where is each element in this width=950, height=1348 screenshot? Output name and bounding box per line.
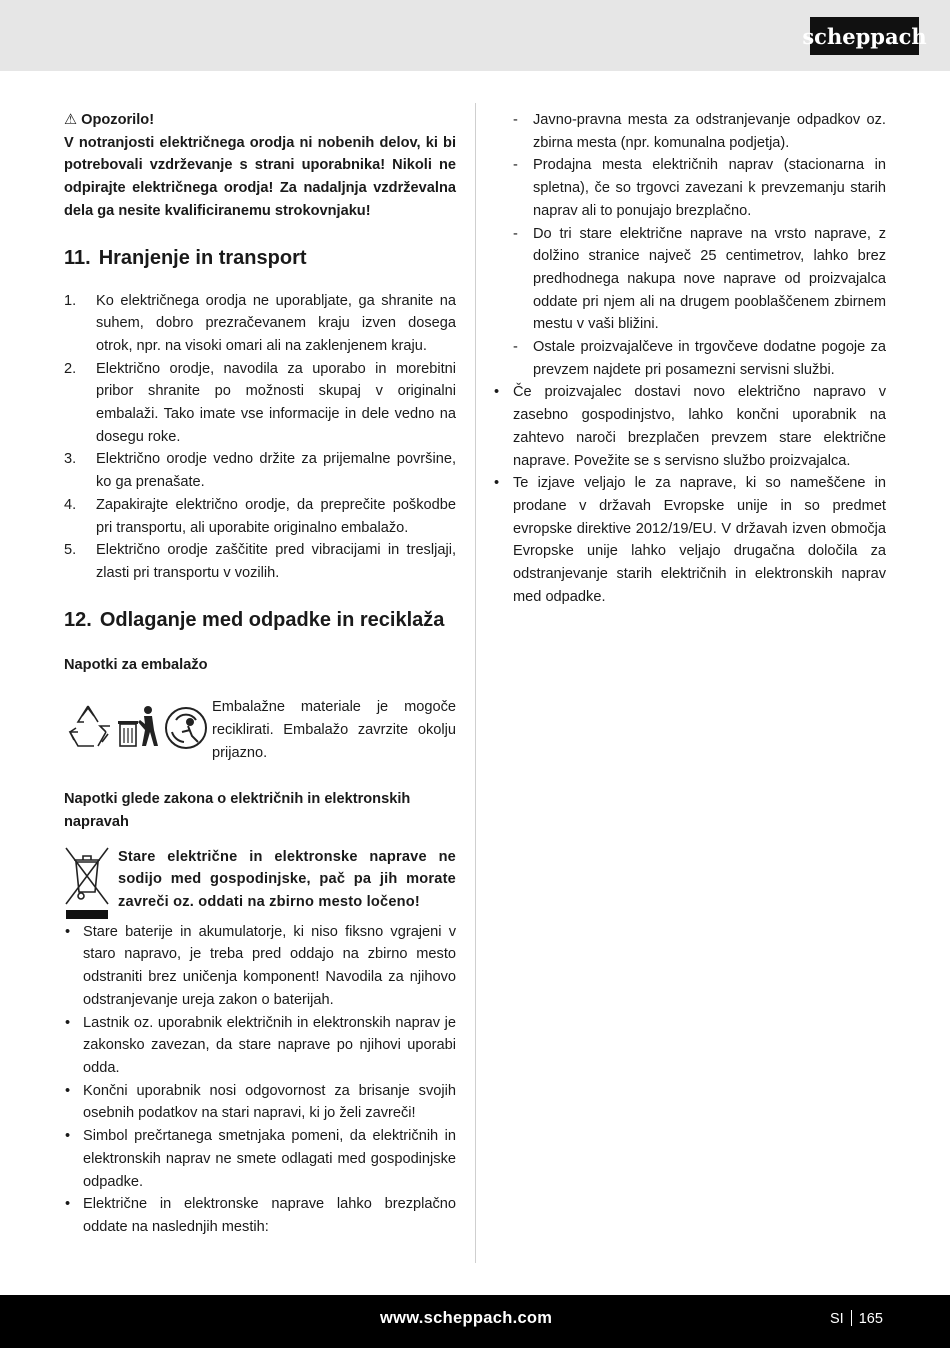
list-item: • Lastnik oz. uporabnik električnih in elektronskih naprav je zakonsko zavezan, da stare naprave po njihovi uporabi odda. (65, 1014, 456, 1076)
item-number: 3. (64, 451, 77, 468)
warning-triangle-icon: ⚠ (64, 112, 78, 128)
item-text: Prodajna mesta električnih naprav (stacionarna in spletna), če so trgovci zavezani k prevzemanju starih naprav ali to ponujajo brezplačno. (533, 157, 886, 219)
item-number: 5. (64, 542, 77, 559)
list-item: • Električne in elektronske naprave lahko brezplačno oddate na naslednjih mestih: (65, 1196, 456, 1235)
warning-block (64, 109, 456, 223)
list-item (64, 539, 456, 584)
recycle-circle-icon (166, 708, 206, 748)
trash-bin-person-icon (118, 706, 158, 746)
weee-heading: Napotki glede zakona o električnih in elektronskih napravah (64, 791, 411, 831)
section-12-title: Odlaganje med odpadke in reciklaža (99, 608, 445, 631)
page-separator (851, 1310, 852, 1326)
warning-text: V notranjosti električnega orodja ni nobenih delov, ki bi potrebovali vzdrževanje s strani uporabnika! Nikoli ne odpirajte električnega orodja! Za nadaljnja vzdrževalna dela ga nesite kvalificiranemu strokovnjaku! (64, 134, 456, 219)
website-link[interactable]: www.scheppach.com (380, 1309, 553, 1327)
item-text: Električno orodje vedno držite za prijemalne površine, ko ga prenašate. (96, 451, 456, 491)
list-item: • Stare baterije in akumulatorje, ki niso fiksno vgrajeni v staro napravo, je treba pred oddajo na zbirno mesto odstraniti brez uničenja komponent! Navodila za njihovo odstranjevanje ureja zakon o baterijah. (65, 923, 456, 1008)
item-text: Simbol prečrtanega smetnjaka pomeni, da električnih in elektronskih naprav ne smete odlagati med gospodinjske odpadke. (83, 1128, 456, 1190)
storage-list (64, 290, 456, 585)
item-text: Električno orodje zaščitite pred vibracijami in tresljaji, zlasti pri transportu v vozilih. (96, 542, 456, 581)
item-text: Električno orodje, navodila za uporabo in morebitni pribor shranite po možnosti skupaj v originalni embalaži. Tako imate vse informacije in dele vedno na dosegu roke. (96, 360, 456, 445)
scheppach-logo: scheppach (810, 17, 919, 55)
page-number (830, 1310, 883, 1327)
footer-bar (0, 1295, 950, 1348)
list-item (64, 494, 456, 539)
list-item: • Simbol prečrtanega smetnjaka pomeni, da električnih in elektronskih naprav ne smete odlagati med gospodinjske odpadke. (65, 1128, 456, 1190)
item-text: Električne in elektronske naprave lahko brezplačno oddate na naslednjih mestih: (83, 1196, 456, 1235)
item-number: 2. (64, 360, 77, 377)
language-code: SI (830, 1311, 844, 1327)
list-item: • Končni uporabnik nosi odgovornost za brisanje svojih osebnih podatkov na stari napravi, ki jo želi zavreči! (65, 1082, 456, 1122)
list-item: - Javno-pravna mesta za odstranjevanje odpadkov oz. zbirna mesta (npr. komunalna podjetja). (513, 112, 886, 151)
collection-points-list (492, 109, 886, 381)
list-item: - Prodajna mesta električnih naprav (stacionarna in spletna), če so trgovci zavezani k prevzemanju starih naprav ali to ponujajo brezplačno. (513, 157, 886, 219)
page-number-value: 165 (858, 1311, 883, 1327)
weee-statement: Stare električne in elektronske naprave ne sodijo med gospodinjske, pač pa jih morate zavreči oz. oddati na zbirno mesto ločeno! (118, 848, 456, 911)
section-11-number: 11. (64, 246, 91, 269)
item-text: Te izjave veljajo le za naprave, ki so nameščene in prodane v državah Evropske unije in so predmet evropske direktive 2012/19/EU. V državah izven območja Evropske unije lahko veljajo drugačna določila za odstranjevanje starih električnih in elektronskih naprav med odpadke. (513, 475, 886, 605)
item-text: Ostale proizvajalčeve in trgovčeve dodatne pogoje za prevzem najdete pri posamezni servisni službi. (533, 339, 886, 378)
list-item: - Ostale proizvajalčeve in trgovčeve dodatne pogoje za prevzem najdete pri posamezni servisni službi. (513, 339, 886, 378)
list-item: • Te izjave veljajo le za naprave, ki so nameščene in prodane v državah Evropske unije in so predmet evropske direktive 2012/19/EU. V državah izven območja Evropske unije lahko veljajo drugačna določila za odstranjevanje starih električnih in elektronskih naprav med odpadke. (494, 475, 886, 605)
item-text: Javno-pravna mesta za odstranjevanje odpadkov oz. zbirna mesta (npr. komunalna podjetja). (533, 112, 886, 151)
weee-row (64, 846, 456, 921)
item-text: Lastnik oz. uporabnik električnih in elektronskih naprav je zakonsko zavezan, da stare naprave po njihovi uporabi odda. (83, 1014, 456, 1076)
packaging-heading: Napotki za embalažo (64, 656, 208, 673)
item-text: Zapakirajte električno orodje, da preprečite poškodbe pri transportu, ali uporabite originalno embalažo. (96, 496, 456, 536)
item-number: 1. (64, 292, 77, 309)
item-text: Če proizvajalec dostavi novo električno napravo v zasebno gospodinjstvo, lahko končni uporabnik na zahtevo naroči brezplačen prevzem stare električne naprave. Povežite se s servisno službo proizvajalca. (513, 384, 886, 469)
section-12-heading (64, 606, 456, 634)
packaging-text: Embalažne materiale je mogoče reciklirati. Embalažo zavrzite okolju prijazno. (212, 699, 456, 761)
item-text: Do tri stare električne naprave na vrsto naprave, z dolžino stranice največ 25 centimetrov, lahko brez predhodnega nakupa nove naprave od proizvajalca oddate pri njem ali na drugem pooblaščenem zbirnem mestu v vaši bližini. (533, 225, 886, 333)
recycling-icons (64, 702, 212, 752)
left-column (64, 109, 456, 1239)
right-bullet-list (492, 381, 886, 608)
list-item: • Če proizvajalec dostavi novo električno napravo v zasebno gospodinjstvo, lahko končni uporabnik na zahtevo naroči brezplačen prevzem stare električne naprave. Povežite se s servisno službo proizvajalca. (494, 384, 886, 469)
item-text: Ko električnega orodja ne uporabljate, ga shranite na suhem, dobro prezračevanem kraju izven dosega otrok, npr. na visoki omari ali na zaklenjenem kraju. (96, 292, 456, 354)
crossed-bin-icon (64, 846, 110, 921)
section-11-title: Hranjenje in transport (98, 246, 307, 269)
column-divider (475, 103, 476, 1263)
weee-bullet-list (64, 921, 456, 1239)
section-11-heading (64, 244, 456, 272)
list-item (64, 290, 456, 358)
list-item (64, 448, 456, 493)
list-item (64, 358, 456, 449)
item-text: Končni uporabnik nosi odgovornost za brisanje svojih osebnih podatkov na stari napravi, ki jo želi zavreči! (83, 1082, 456, 1122)
list-item: - Do tri stare električne naprave na vrsto naprave, z dolžino stranice največ 25 centimetrov, lahko brez predhodnega nakupa nove naprave od proizvajalca oddate pri njem ali na drugem pooblaščenem zbirnem mestu v vaši bližini. (513, 225, 886, 333)
item-text: Stare baterije in akumulatorje, ki niso fiksno vgrajeni v staro napravo, je treba pred oddajo na zbirno mesto odstraniti brez uničenja komponent! Navodila za njihovo odstranjevanje ureja zakon o baterijah. (83, 923, 456, 1008)
item-number: 4. (64, 496, 77, 513)
right-column (492, 109, 886, 608)
warning-title: Opozorilo! (81, 112, 155, 128)
section-12-number: 12. (64, 608, 92, 631)
packaging-row (64, 696, 456, 764)
recycle-icon (70, 706, 110, 746)
